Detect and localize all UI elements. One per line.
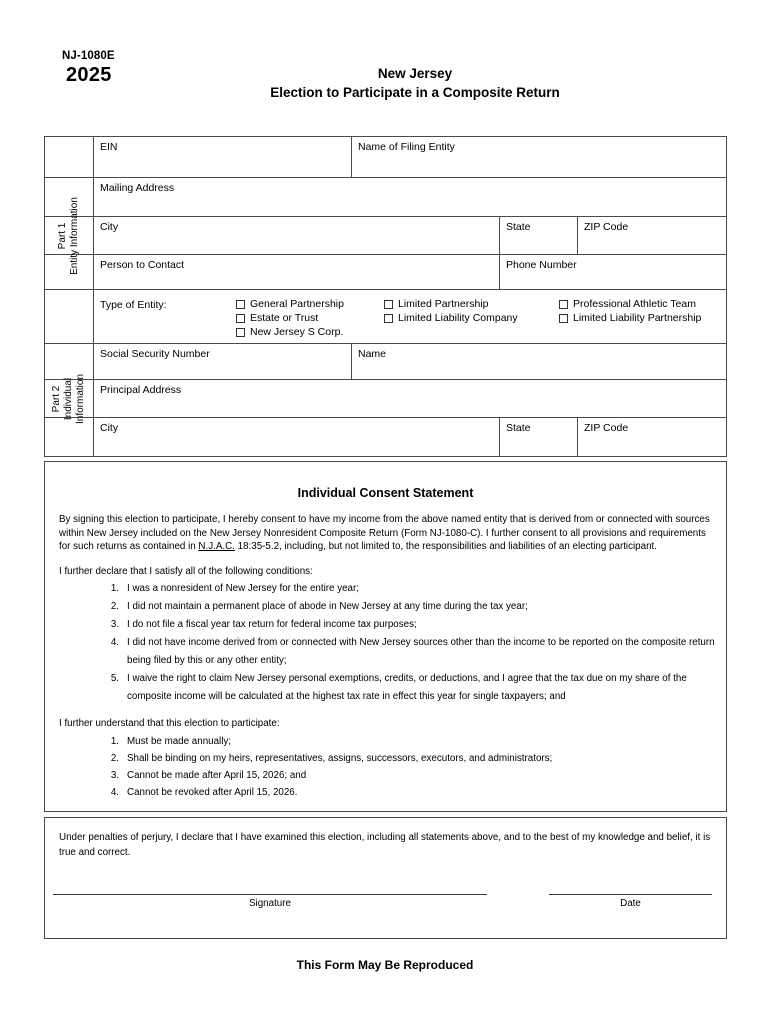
checkbox-label: Limited Liability Company	[398, 312, 518, 324]
field-person-to-contact-label: Person to Contact	[100, 259, 185, 271]
field-city-entity[interactable]	[94, 217, 500, 254]
checkbox-limited-liability-company[interactable]	[384, 311, 518, 325]
checkbox-professional-athletic-team[interactable]	[559, 297, 701, 311]
checkbox-icon[interactable]	[559, 300, 568, 309]
part1-side-column-5	[45, 290, 94, 344]
individual-consent-statement-section	[44, 461, 727, 812]
part2-label-line-3: Information	[75, 373, 86, 425]
consent-title: Individual Consent Statement	[297, 486, 474, 500]
part2-label-line-1: Part 2	[51, 385, 62, 413]
part2-label-line-2: Individual	[63, 377, 74, 421]
field-city-individual-label: City	[100, 422, 119, 434]
field-mailing-address[interactable]	[94, 178, 725, 216]
part1-side-column-3	[45, 197, 94, 275]
field-city-entity-label: City	[100, 221, 119, 233]
part1-side-column-4	[45, 255, 94, 290]
conditions-lead: I further declare that I satisfy all of the following conditions:	[59, 565, 313, 577]
row-mailing-address	[45, 178, 726, 217]
row-entity-type	[45, 290, 726, 344]
part1-side-column	[45, 137, 94, 178]
part2-side-label	[51, 374, 87, 424]
entity-type-column-2	[384, 297, 518, 325]
checkbox-icon[interactable]	[384, 300, 393, 309]
entity-type-group	[94, 290, 726, 343]
date-line[interactable]	[549, 894, 712, 895]
field-mailing-address-label: Mailing Address	[100, 182, 175, 194]
row-ssn	[45, 344, 726, 380]
understandings-lead: I further understand that this election to participate:	[59, 718, 280, 730]
condition-item: I did not have income derived from or connected with New Jersey sources other than the income to be reported on the composite return being filed by this or any other entity;	[127, 637, 715, 667]
perjury-text: Under penalties of perjury, I declare that I have examined this election, including all statements above, and to the best of my knowledge and belief, it is true and correct.	[59, 832, 711, 858]
entity-type-column-3	[559, 297, 701, 325]
page-title	[150, 64, 680, 102]
field-ssn[interactable]	[94, 344, 352, 379]
checkbox-estate-or-trust[interactable]	[236, 311, 344, 325]
checkbox-icon[interactable]	[236, 300, 245, 309]
perjury-signature-section	[44, 817, 727, 939]
checkbox-general-partnership[interactable]	[236, 297, 344, 311]
field-ssn-label: Social Security Number	[100, 348, 210, 360]
field-individual-name[interactable]	[352, 344, 725, 379]
entity-type-legend: Type of Entity:	[100, 299, 167, 311]
checkbox-icon[interactable]	[559, 314, 568, 323]
checkbox-label: New Jersey S Corp.	[250, 326, 344, 338]
field-individual-name-label: Name	[358, 348, 387, 360]
title-line-2: Election to Participate in a Composite Return	[270, 85, 560, 100]
understanding-item: Must be made annually;	[127, 735, 232, 747]
field-ein-label: EIN	[100, 141, 118, 153]
field-principal-address-label: Principal Address	[100, 384, 182, 396]
understanding-item: Shall be binding on my heirs, representatives, assigns, successors, executors, and administrators;	[127, 752, 553, 764]
consent-paragraph-part-1: By signing this election to participate, I hereby consent to have my income from the above named entity that is derived from or connected with sources within New Jersey included on the New Jersey Nonresident Composite Return (Form NJ-1080-C). I further consent to all provisions and requirements for such returns as contained in	[59, 514, 710, 553]
understandings-list	[45, 733, 726, 801]
field-entity-name[interactable]	[352, 137, 725, 177]
title-line-1: New Jersey	[377, 66, 453, 81]
row-ein	[45, 137, 726, 178]
row-city-state-zip-individual	[45, 418, 726, 456]
field-zip-entity-label: ZIP Code	[584, 221, 629, 233]
condition-item: I do not file a fiscal year tax return for federal income tax purposes;	[127, 619, 417, 631]
condition-item: I was a nonresident of New Jersey for the entire year;	[127, 583, 359, 595]
field-zip-individual-label: ZIP Code	[584, 422, 629, 434]
checkbox-new-jersey-s-corp[interactable]	[236, 325, 344, 339]
form-number: NJ-1080E	[62, 50, 115, 62]
checkbox-label: Estate or Trust	[250, 312, 319, 324]
checkbox-icon[interactable]	[236, 328, 245, 337]
field-principal-address[interactable]	[94, 380, 725, 417]
consent-citation: N.J.A.C.	[198, 541, 235, 553]
checkbox-label: Professional Athletic Team	[573, 298, 696, 310]
understanding-item: Cannot be revoked after April 15, 2026.	[127, 786, 298, 798]
entity-type-column-1	[236, 297, 344, 339]
field-city-individual[interactable]	[94, 418, 500, 456]
conditions-list	[45, 580, 726, 706]
checkbox-limited-partnership[interactable]	[384, 297, 518, 311]
date-label: Date	[620, 898, 641, 909]
footer-note: This Form May Be Reproduced	[296, 958, 474, 972]
field-person-to-contact[interactable]	[94, 255, 500, 289]
tax-year: 2025	[66, 64, 112, 86]
entity-and-individual-table	[44, 136, 727, 457]
signature-line[interactable]	[53, 894, 487, 895]
part1-label-line-1: Part 1	[57, 222, 68, 250]
condition-item: I did not maintain a permanent place of abode in New Jersey at any time during the tax year;	[127, 601, 528, 613]
understanding-item: Cannot be made after April 15, 2026; and	[127, 769, 307, 781]
field-entity-name-label: Name of Filing Entity	[358, 141, 455, 153]
part1-label-line-2: Entity Information	[69, 197, 80, 275]
field-zip-entity[interactable]	[578, 217, 725, 254]
signature-label: Signature	[249, 898, 291, 909]
field-phone-number-label: Phone Number	[506, 259, 577, 271]
field-state-individual-label: State	[506, 422, 531, 434]
field-phone-number[interactable]	[500, 255, 725, 289]
field-zip-individual[interactable]	[578, 418, 725, 456]
checkbox-limited-liability-partnership[interactable]	[559, 311, 701, 325]
consent-paragraph	[59, 513, 712, 554]
checkbox-icon[interactable]	[236, 314, 245, 323]
consent-paragraph-part-2: 18:35-5.2, including, but not limited to, the responsibilities and liabilities of an electing participant.	[234, 541, 657, 553]
row-principal-address	[45, 373, 726, 425]
checkbox-label: General Partnership	[250, 298, 344, 310]
part2-side-column-3	[45, 418, 94, 456]
field-state-entity-label: State	[506, 221, 531, 233]
part2-side-column-2	[45, 373, 94, 425]
field-ein[interactable]	[94, 137, 352, 177]
checkbox-icon[interactable]	[384, 314, 393, 323]
checkbox-label: Limited Liability Partnership	[573, 312, 702, 324]
checkbox-label: Limited Partnership	[398, 298, 489, 310]
field-state-entity[interactable]	[500, 217, 578, 254]
condition-item: I waive the right to claim New Jersey personal exemptions, credits, or deductions, and I agree that the tax due on my share of the composite income will be calculated at the highest tax rate in effect this year for single taxpayers; and	[127, 673, 687, 703]
row-contact	[45, 255, 726, 290]
field-state-individual[interactable]	[500, 418, 578, 456]
